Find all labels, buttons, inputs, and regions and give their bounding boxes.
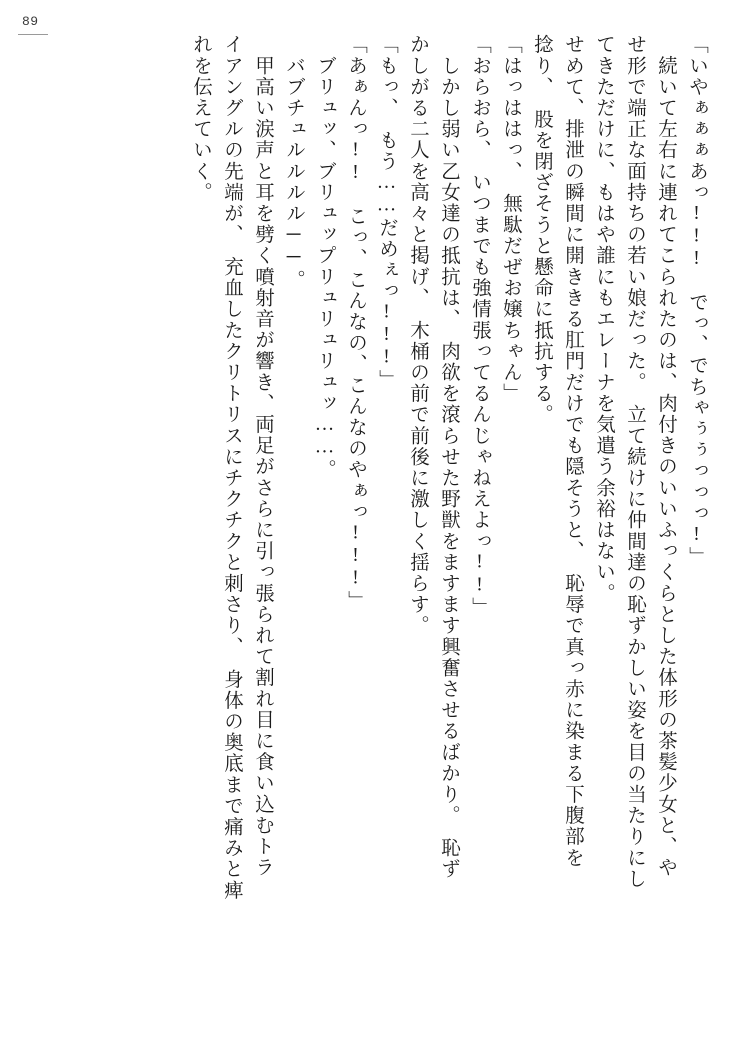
text-line: てきただけに、もはや誰にもエレーナを気遣う余裕はない。 xyxy=(593,34,614,604)
text-line: バブチュルルルル──。 xyxy=(283,34,304,291)
text-line: 「おらおら、 いつまでも強情張ってるんじゃねえよっ!!」 xyxy=(469,34,490,619)
text-line: 捻り、 股を閉ざそうと懸命に抵抗する。 xyxy=(531,34,552,426)
text-line: 「はっははっ、 無駄だぜお嬢ちゃん」 xyxy=(500,34,521,405)
text-line: せめて、排泄の瞬間に開ききる肛門だけでも隠そうと、 恥辱で真っ赤に染まる下腹部を xyxy=(562,34,583,869)
page-rule-icon xyxy=(18,34,48,35)
text-line: かしがる二人を高々と掲げ、 木桶の前で前後に激しく揺らす。 xyxy=(407,34,428,637)
text-line: 続いて左右に連れてこられたのは、肉付きのいいふっくらとした体形の茶髪少女と、や xyxy=(655,34,676,878)
text-line: イアングルの先端が、 充血したクリトリスにチクチクと刺さり、 身体の奥底まで痛みと痺 xyxy=(221,34,242,901)
text-line: 甲高い涙声と耳を劈く噴射音が響き、両足がさらに引っ張られて割れ目に食い込むトラ xyxy=(252,34,273,878)
text-line: 「あぁんっ!! こっ、こんなの、こんなのやぁっ!!!」 xyxy=(345,34,366,612)
text-line: 「もっ、 もう……だめぇっ!!!」 xyxy=(376,34,397,391)
page-text-body xyxy=(58,34,706,1020)
text-line: 「いやぁぁぁあっ!!! でっ、でちゃぅぅっっっ!」 xyxy=(686,34,707,568)
text-line: せ形で端正な面持ちの若い娘だった。 立て続けに仲間達の恥ずかしい姿を目の当たりにし xyxy=(624,34,645,890)
text-line: れを伝えていく。 xyxy=(190,34,211,203)
text-line: ブリュッ、ブリュップリュリュリュッ……。 xyxy=(314,34,335,481)
text-line: しかし弱い乙女達の抵抗は、 肉欲を滾らせた野獣をますます興奮させるばかり。 恥ず xyxy=(438,34,459,880)
page-number: 89 xyxy=(22,14,39,29)
